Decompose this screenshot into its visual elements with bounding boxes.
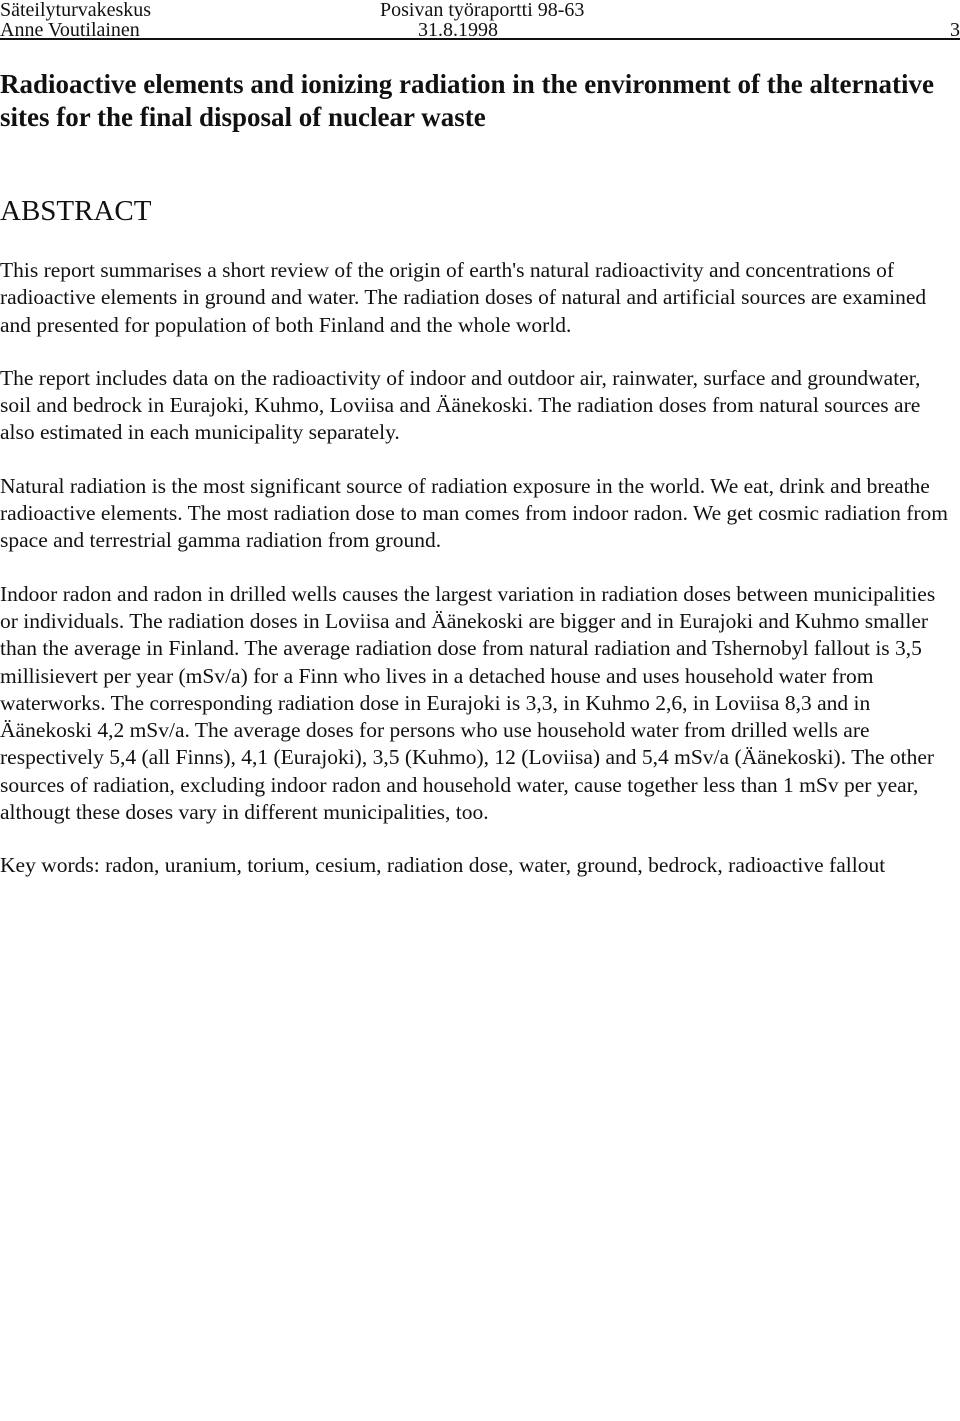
header-rule <box>0 38 960 40</box>
header-date: 31.8.1998 <box>418 19 498 41</box>
header-author: Anne Voutilainen <box>0 19 140 41</box>
abstract-paragraph-natural-radiation: Natural radiation is the most significant source of radiation exposure in the world. We eat, drink and breathe radioactive elements. The most radiation dose to man comes from indoor radon. We get cosmic radiation from space and terrestrial gamma radiation from ground. <box>0 473 948 553</box>
header-organization: Säteilyturvakeskus <box>0 0 152 21</box>
document-title: Radioactive elements and ionizing radiation in the environment of the alternative sites for the final disposal of nuclear waste <box>0 69 934 132</box>
abstract-heading: ABSTRACT <box>0 195 152 227</box>
abstract-paragraph-keywords: Key words: radon, uranium, torium, cesium, radiation dose, water, ground, bedrock, radioactive fallout <box>0 853 886 878</box>
page-header <box>0 0 960 40</box>
abstract-paragraph-data: The report includes data on the radioactivity of indoor and outdoor air, rainwater, surface and groundwater, soil and bedrock in Eurajoki, Kuhmo, Loviisa and Äänekoski. The radiation doses from natural sources are also estimated in each municipality separately. <box>0 365 921 445</box>
abstract-paragraph-scope: This report summarises a short review of the origin of earth's natural radioactivity and concentrations of radioactive elements in ground and water. The radiation doses of natural and artificial sources are examined and presented for population of both Finland and the whole world. <box>0 258 927 337</box>
header-page-number: 3 <box>950 19 960 41</box>
header-report-series: Posivan työraportti 98-63 <box>380 0 585 21</box>
abstract-body <box>0 257 950 906</box>
abstract-paragraph-doses: Indoor radon and radon in drilled wells causes the largest variation in radiation doses between municipalities or individuals. The radiation doses in Loviisa and Äänekoski are bigger and in Eurajoki and Kuhmo smaller than the average in Finland. The average radiation dose from natural radiation and Tshernobyl fallout is 3,5 millisievert per year (mSv/a) for a Finn who lives in a detached house and uses household water from waterworks. The corresponding radiation dose in Eurajoki is 3,3, in Kuhmo 2,6, in Loviisa 8,3 and in Äänekoski 4,2 mSv/a. The average doses for persons who use household water from drilled wells are respectively 5,4 (all Finns), 4,1 (Eurajoki), 3,5 (Kuhmo), 12 (Loviisa) and 5,4 mSv/a (Äänekoski). The other sources of radiation, excluding indoor radon and household water, cause together less than 1 mSv per year, althougt these doses vary in different municipalities, too. <box>0 581 936 825</box>
